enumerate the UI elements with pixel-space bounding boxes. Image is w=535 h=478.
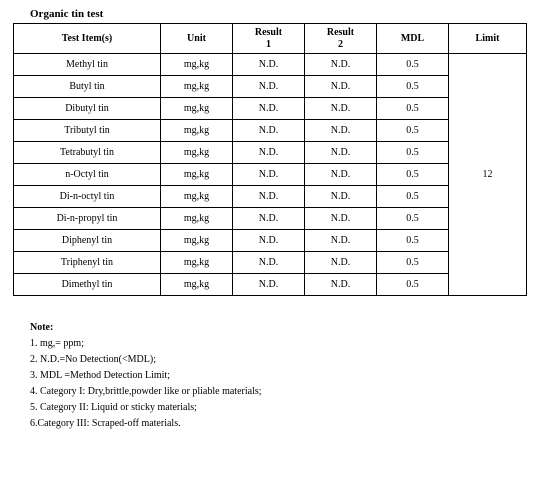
notes-section [30,320,262,432]
header-limit: Limit [449,24,527,54]
cell-result1: N.D. [233,142,305,164]
cell-result2: N.D. [305,252,377,274]
cell-unit: mg,kg [161,98,233,120]
cell-result2: N.D. [305,142,377,164]
cell-item: Di-n-octyl tin [14,186,161,208]
cell-item: Di-n-propyl tin [14,208,161,230]
cell-item: Dimethyl tin [14,274,161,296]
header-unit: Unit [161,24,233,54]
cell-result1: N.D. [233,54,305,76]
cell-result1: N.D. [233,230,305,252]
cell-mdl: 0.5 [377,164,449,186]
note-item: 2. N.D.=No Detection(<MDL); [30,354,156,365]
cell-result2: N.D. [305,186,377,208]
cell-result1: N.D. [233,98,305,120]
section-title: Organic tin test [30,8,104,20]
cell-unit: mg,kg [161,230,233,252]
header-mdl: MDL [377,24,449,54]
cell-limit: 12 [449,54,527,296]
cell-result2: N.D. [305,120,377,142]
cell-mdl: 0.5 [377,186,449,208]
note-item: 5. Category II: Liquid or sticky materials; [30,402,197,413]
cell-item: Butyl tin [14,76,161,98]
cell-result2: N.D. [305,76,377,98]
cell-unit: mg,kg [161,54,233,76]
cell-item: Tributyl tin [14,120,161,142]
cell-result2: N.D. [305,208,377,230]
cell-item: Methyl tin [14,54,161,76]
cell-mdl: 0.5 [377,274,449,296]
cell-unit: mg,kg [161,142,233,164]
header-result-1: Result 1 [233,24,305,54]
cell-result2: N.D. [305,164,377,186]
cell-mdl: 0.5 [377,120,449,142]
cell-mdl: 0.5 [377,76,449,98]
cell-mdl: 0.5 [377,252,449,274]
cell-result1: N.D. [233,164,305,186]
header-test-item: Test Item(s) [14,24,161,54]
cell-result2: N.D. [305,98,377,120]
cell-mdl: 0.5 [377,98,449,120]
cell-result1: N.D. [233,76,305,98]
cell-item: Triphenyl tin [14,252,161,274]
header-result-2: Result 2 [305,24,377,54]
cell-mdl: 0.5 [377,54,449,76]
cell-unit: mg,kg [161,76,233,98]
cell-unit: mg,kg [161,186,233,208]
cell-unit: mg,kg [161,120,233,142]
table-row [14,54,527,76]
cell-mdl: 0.5 [377,208,449,230]
cell-unit: mg,kg [161,252,233,274]
cell-item: Dibutyl tin [14,98,161,120]
notes-title: Note: [30,322,54,333]
cell-item: n-Octyl tin [14,164,161,186]
cell-mdl: 0.5 [377,142,449,164]
cell-result2: N.D. [305,274,377,296]
cell-result1: N.D. [233,120,305,142]
cell-result1: N.D. [233,208,305,230]
cell-item: Tetrabutyl tin [14,142,161,164]
cell-result1: N.D. [233,274,305,296]
cell-result2: N.D. [305,54,377,76]
cell-unit: mg,kg [161,274,233,296]
cell-mdl: 0.5 [377,230,449,252]
note-item: 4. Category I: Dry,brittle,powder like or pliable materials; [30,386,262,397]
note-item: 3. MDL =Method Detection Limit; [30,370,170,381]
cell-item: Diphenyl tin [14,230,161,252]
cell-result2: N.D. [305,230,377,252]
cell-unit: mg,kg [161,208,233,230]
notes-list [30,336,262,432]
cell-unit: mg,kg [161,164,233,186]
table-header-row [14,24,527,54]
cell-result1: N.D. [233,252,305,274]
cell-result1: N.D. [233,186,305,208]
organic-tin-results-table [13,23,527,296]
note-item: 6.Category III: Scraped-off materials. [30,418,181,429]
note-item: 1. mg,= ppm; [30,338,84,349]
table-body [14,54,527,296]
